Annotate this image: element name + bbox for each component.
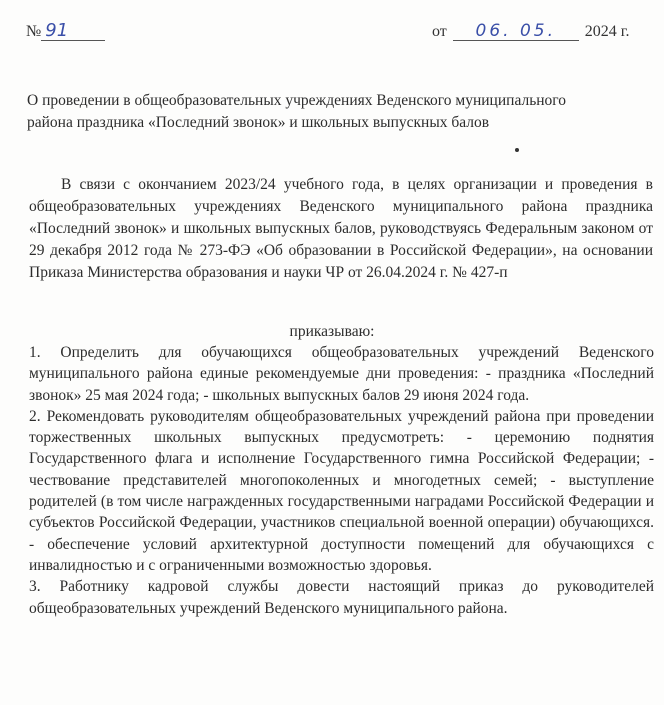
date-prefix: от xyxy=(432,23,447,40)
order-item-3: 3. Работнику кадровой службы довести настоящий приказ до руководителей общеобразовательных учреждений Веденского муниципального района. xyxy=(29,578,654,617)
number-prefix: № xyxy=(26,23,42,40)
order-word: приказываю: xyxy=(289,323,375,340)
date-suffix: 2024 г. xyxy=(584,23,630,40)
order-items xyxy=(29,342,654,619)
order-subject: О проведении в общеобразовательных учреждениях Веденского муниципального района праздника «Последний звонок» и школьных выпускных балов xyxy=(27,92,567,131)
order-date xyxy=(432,22,630,41)
preamble-paragraph: В связи с окончанием 2023/24 учебного года, в целях организации и проведения в общеобразовательных учреждениях Веденского муниципального района праздника «Последний звонок» и школьных выпускных балов, руководствуясь Федеральным законом от 29 декабря 2012 года № 273-ФЭ «Об образовании в Российской Федерации», на основании Приказа Министерства образования и науки ЧР от 26.04.2024 г. № 427-п xyxy=(29,176,653,281)
ink-speck xyxy=(515,148,519,152)
order-item-1: 1. Определить для обучающихся общеобразовательных учреждений Веденского муниципального района единые рекомендуемые дни проведения: - праздника «Последний звонок» 25 мая 2024 года; - школьных выпускных балов 29 июня 2024 года. xyxy=(29,344,654,404)
order-item-2: 2. Рекомендовать руководителям общеобразовательных учреждений района при проведении торжественных школьных выпускных предусмотреть: - церемонию поднятия Государственного флага и исполнение Государственного гимна Российской Федерации; - чествование представителей многопоколенных и многодетных семей; - выступление родителей (в том числе награжденных государственными наградами Российской Федерации и субъектов Российской Федерации, участников специальной военной операции) обучающихся. - обеспечение условий архитектурной доступности помещений для обучающихся с инвалидностью и с ограниченными возможностью здоровья. xyxy=(29,407,654,574)
handwritten-number: 91 xyxy=(41,22,105,41)
handwritten-date: 06. 05. xyxy=(453,22,579,41)
order-number xyxy=(26,22,105,41)
